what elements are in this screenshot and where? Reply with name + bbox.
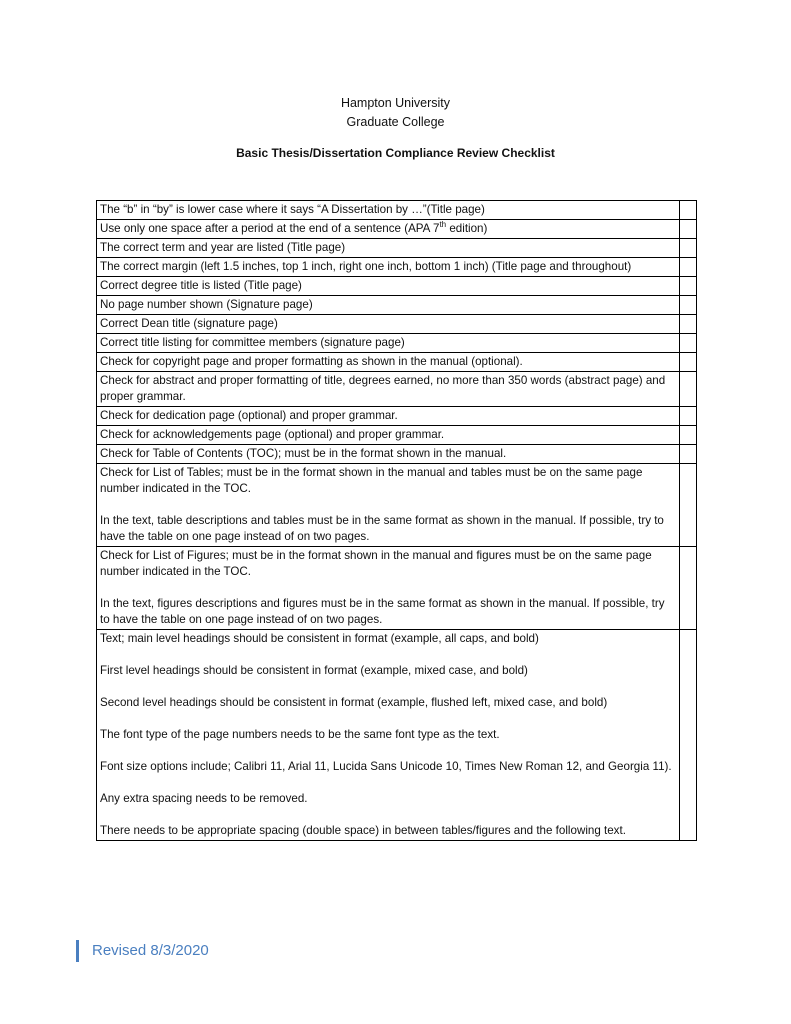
checklist-item-text: The correct margin (left 1.5 inches, top 1 inch, right one inch, bottom 1 inch) (Title page and throughout) (97, 258, 680, 277)
document-title: Basic Thesis/Dissertation Compliance Review Checklist (236, 146, 555, 160)
checklist-row (97, 315, 697, 334)
item-paragraph: Font size options include; Calibri 11, Arial 11, Lucida Sans Unicode 10, Times New Roman 12, and Georgia 11). (100, 760, 672, 773)
checklist-checkbox-cell[interactable] (679, 464, 696, 547)
checklist-item-text (97, 547, 680, 630)
college-name: Graduate College (346, 115, 445, 129)
superscript-text: th (439, 220, 447, 230)
item-text-part: Use only one space after a period at the end of a sentence (APA 7 (100, 222, 440, 235)
checklist-row (97, 547, 697, 630)
checklist-checkbox-cell[interactable] (679, 258, 696, 277)
item-paragraph: Check for List of Figures; must be in the format shown in the manual and figures must be on the same page number indicated in the TOC. (100, 549, 652, 578)
checklist-row (97, 630, 697, 841)
item-paragraph: There needs to be appropriate spacing (double space) in between tables/figures and the following text. (100, 824, 626, 837)
checklist-row (97, 353, 697, 372)
checklist-item-text: Correct Dean title (signature page) (97, 315, 680, 334)
checklist-item-text: No page number shown (Signature page) (97, 296, 680, 315)
checklist-row (97, 296, 697, 315)
checklist-checkbox-cell[interactable] (679, 547, 696, 630)
checklist-checkbox-cell[interactable] (679, 334, 696, 353)
checklist-row (97, 239, 697, 258)
revision-date: Revised 8/3/2020 (76, 940, 209, 962)
checklist-checkbox-cell[interactable] (679, 353, 696, 372)
checklist-checkbox-cell[interactable] (679, 296, 696, 315)
checklist-item-text: Correct title listing for committee members (signature page) (97, 334, 680, 353)
item-paragraph: Any extra spacing needs to be removed. (100, 792, 308, 805)
item-paragraph: First level headings should be consistent in format (example, mixed case, and bold) (100, 664, 528, 677)
item-paragraph: Check for List of Tables; must be in the format shown in the manual and tables must be on the same page number indicated in the TOC. (100, 466, 643, 495)
checklist-row (97, 407, 697, 426)
checklist-checkbox-cell[interactable] (679, 630, 696, 841)
checklist-item-text: Check for acknowledgements page (optional) and proper grammar. (97, 426, 680, 445)
checklist-row (97, 464, 697, 547)
checklist-row (97, 445, 697, 464)
checklist-row (97, 372, 697, 407)
checklist-item-text: The “b” in “by” is lower case where it says “A Dissertation by …”(Title page) (97, 201, 680, 220)
checklist-checkbox-cell[interactable] (679, 201, 696, 220)
checklist-item-text (97, 630, 680, 841)
checklist-row (97, 258, 697, 277)
checklist-row (97, 334, 697, 353)
checklist-item-text (97, 220, 680, 239)
checklist-row (97, 426, 697, 445)
checklist-checkbox-cell[interactable] (679, 315, 696, 334)
item-paragraph: In the text, figures descriptions and figures must be in the same format as shown in the manual. If possible, try to have the table on one page instead of on two pages. (100, 597, 665, 626)
checklist-checkbox-cell[interactable] (679, 277, 696, 296)
checklist-checkbox-cell[interactable] (679, 220, 696, 239)
checklist-item-text: Check for Table of Contents (TOC); must be in the format shown in the manual. (97, 445, 680, 464)
item-paragraph: Second level headings should be consistent in format (example, flushed left, mixed case, and bold) (100, 696, 608, 709)
checklist-checkbox-cell[interactable] (679, 445, 696, 464)
item-paragraph: Text; main level headings should be consistent in format (example, all caps, and bold) (100, 632, 539, 645)
checklist-checkbox-cell[interactable] (679, 372, 696, 407)
checklist-item-text: Check for abstract and proper formatting of title, degrees earned, no more than 350 words (abstract page) and proper grammar. (97, 372, 680, 407)
checklist-item-text (97, 464, 680, 547)
checklist-checkbox-cell[interactable] (679, 407, 696, 426)
checklist-item-text: Correct degree title is listed (Title page) (97, 277, 680, 296)
item-text-part: edition) (446, 222, 488, 235)
item-paragraph: The font type of the page numbers needs to be the same font type as the text. (100, 728, 500, 741)
checklist-item-text: Check for dedication page (optional) and proper grammar. (97, 407, 680, 426)
checklist-checkbox-cell[interactable] (679, 239, 696, 258)
checklist-row (97, 201, 697, 220)
item-paragraph: In the text, table descriptions and tables must be in the same format as shown in the manual. If possible, try to have the table on one page instead of on two pages. (100, 514, 664, 543)
compliance-checklist-table (96, 200, 697, 841)
institution-name: Hampton University (340, 96, 451, 110)
checklist-item-text: Check for copyright page and proper formatting as shown in the manual (optional). (97, 353, 680, 372)
checklist-item-text: The correct term and year are listed (Title page) (97, 239, 680, 258)
checklist-checkbox-cell[interactable] (679, 426, 696, 445)
checklist-row (97, 277, 697, 296)
checklist-row (97, 220, 697, 239)
